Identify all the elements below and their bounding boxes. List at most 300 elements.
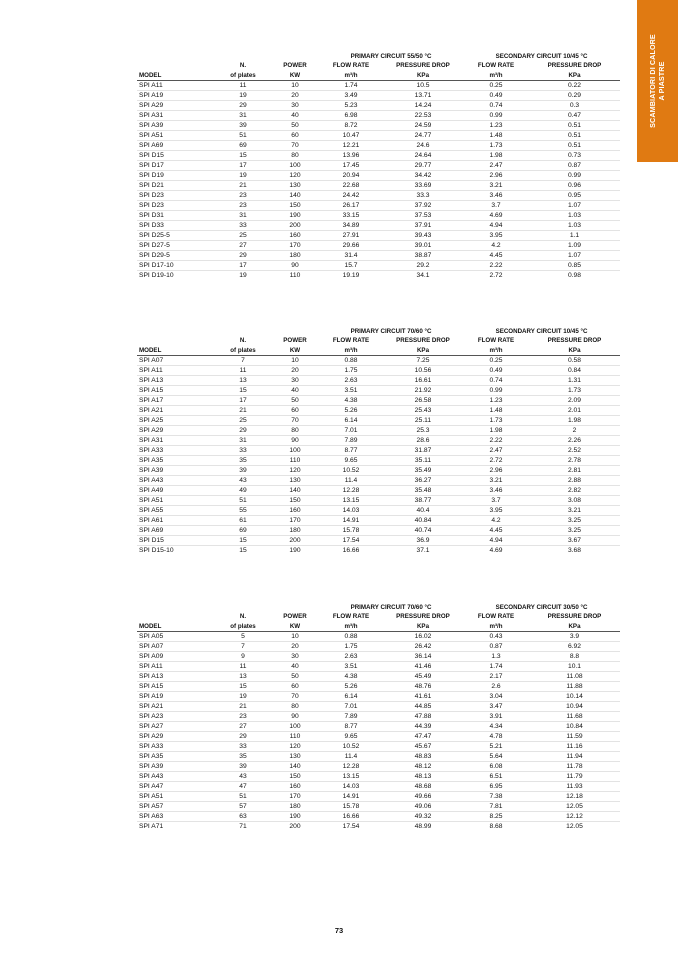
power-cell: 50	[271, 396, 319, 406]
power-cell: 80	[271, 151, 319, 161]
plates-cell: 11	[215, 662, 271, 672]
model-cell: SPI D23	[137, 191, 215, 201]
primary-flow-cell: 1.75	[319, 642, 383, 652]
secondary-flow-cell: 0.43	[463, 632, 529, 642]
table-row	[137, 171, 620, 181]
plates-cell: 21	[215, 406, 271, 416]
table-row	[137, 546, 620, 556]
primary-flow-cell: 4.38	[319, 672, 383, 682]
secondary-pressure-cell: 0.51	[529, 131, 620, 141]
primary-pressure-cell: 16.02	[383, 632, 463, 642]
primary-pressure-cell: 25.11	[383, 416, 463, 426]
secondary-flow-cell: 1.48	[463, 406, 529, 416]
primary-pressure-cell: 33.69	[383, 181, 463, 191]
plates-header-bottom: of plates	[215, 70, 271, 81]
primary-pressure-cell: 22.53	[383, 111, 463, 121]
primary-pressure-drop-header: PRESSURE DROP	[396, 613, 450, 621]
secondary-pressure-cell: 1.73	[529, 386, 620, 396]
table-row	[137, 812, 620, 822]
plates-cell: 61	[215, 516, 271, 526]
power-cell: 130	[271, 181, 319, 191]
primary-flow-cell: 27.91	[319, 231, 383, 241]
power-cell: 10	[271, 81, 319, 91]
secondary-pressure-cell: 3.67	[529, 536, 620, 546]
plates-cell: 29	[215, 251, 271, 261]
primary-flow-cell: 8.72	[319, 121, 383, 131]
model-cell: SPI A29	[137, 426, 215, 436]
table-row	[137, 356, 620, 366]
primary-flow-cell: 6.14	[319, 692, 383, 702]
plates-cell: 49	[215, 486, 271, 496]
secondary-pressure-cell: 0.87	[529, 161, 620, 171]
power-cell: 130	[271, 476, 319, 486]
header-spacer	[137, 326, 215, 336]
secondary-pressure-cell: 0.85	[529, 261, 620, 271]
primary-flow-cell: 0.88	[319, 632, 383, 642]
model-cell: SPI A29	[137, 732, 215, 742]
plates-cell: 33	[215, 446, 271, 456]
table-row	[137, 201, 620, 211]
table-row	[137, 782, 620, 792]
plates-header-top: N.	[239, 62, 247, 70]
secondary-pressure-cell: 2.01	[529, 406, 620, 416]
table-row	[137, 476, 620, 486]
model-cell: SPI A17	[137, 396, 215, 406]
model-cell: SPI A15	[137, 386, 215, 396]
plates-cell: 51	[215, 792, 271, 802]
secondary-pressure-cell: 2.26	[529, 436, 620, 446]
plates-cell: 19	[215, 171, 271, 181]
secondary-flow-unit: m³/h	[463, 70, 529, 81]
secondary-flow-cell: 1.74	[463, 662, 529, 672]
plates-cell: 29	[215, 101, 271, 111]
secondary-flow-cell: 2.22	[463, 436, 529, 446]
secondary-pressure-unit: KPa	[529, 70, 620, 81]
model-cell: SPI D31	[137, 211, 215, 221]
plates-cell: 23	[215, 712, 271, 722]
model-cell: SPI D15-10	[139, 546, 174, 554]
plates-cell: 63	[215, 812, 271, 822]
secondary-pressure-cell: 0.96	[529, 181, 620, 191]
primary-pressure-cell: 37.1	[416, 546, 430, 554]
power-cell: 60	[271, 682, 319, 692]
primary-pressure-cell: 24.64	[383, 151, 463, 161]
power-cell: 200	[271, 536, 319, 546]
power-cell: 200	[289, 822, 301, 830]
secondary-pressure-cell: 1.07	[529, 251, 620, 261]
model-cell: SPI A31	[137, 111, 215, 121]
header-spacer	[271, 326, 319, 336]
primary-pressure-drop-header: PRESSURE DROP	[396, 337, 450, 345]
power-cell: 110	[289, 271, 301, 279]
model-cell: SPI A23	[137, 712, 215, 722]
primary-pressure-cell: 40.84	[383, 516, 463, 526]
primary-flow-cell: 17.54	[319, 536, 383, 546]
primary-flow-cell: 13.96	[319, 151, 383, 161]
model-cell: SPI A43	[137, 476, 215, 486]
primary-pressure-cell: 37.53	[383, 211, 463, 221]
secondary-flow-cell: 2.47	[463, 446, 529, 456]
power-cell: 80	[271, 426, 319, 436]
plates-cell: 17	[215, 396, 271, 406]
data-table-3	[137, 602, 620, 831]
secondary-flow-cell: 4.78	[463, 732, 529, 742]
table-row	[137, 632, 620, 642]
secondary-flow-cell: 4.2	[463, 516, 529, 526]
primary-pressure-cell: 24.6	[383, 141, 463, 151]
primary-pressure-cell: 47.47	[383, 732, 463, 742]
table-row	[137, 151, 620, 161]
primary-pressure-cell: 10.56	[383, 366, 463, 376]
primary-flow-cell: 29.66	[319, 241, 383, 251]
plates-cell: 7	[215, 642, 271, 652]
primary-flow-cell: 12.28	[319, 762, 383, 772]
primary-pressure-cell: 31.87	[383, 446, 463, 456]
secondary-pressure-cell: 12.18	[529, 792, 620, 802]
power-cell: 150	[271, 772, 319, 782]
primary-flow-cell: 26.17	[319, 201, 383, 211]
primary-flow-unit: m³/h	[319, 621, 383, 632]
secondary-pressure-cell: 10.84	[529, 722, 620, 732]
plates-cell: 19	[215, 91, 271, 101]
secondary-flow-cell: 0.74	[463, 376, 529, 386]
model-cell: SPI A51	[137, 131, 215, 141]
primary-flow-cell: 7.01	[319, 702, 383, 712]
primary-pressure-cell: 26.58	[383, 396, 463, 406]
plates-cell: 39	[215, 466, 271, 476]
secondary-pressure-cell: 0.84	[529, 366, 620, 376]
power-cell: 190	[271, 812, 319, 822]
primary-pressure-cell: 28.6	[383, 436, 463, 446]
primary-pressure-cell: 48.99	[414, 822, 432, 830]
secondary-circuit-header: SECONDARY CIRCUIT 30/50 °C	[495, 604, 588, 612]
header-spacer	[215, 326, 271, 336]
primary-pressure-drop-header: PRESSURE DROP	[396, 62, 450, 70]
power-unit-header: KW	[271, 70, 319, 81]
plates-cell: 35	[215, 456, 271, 466]
table-row	[137, 211, 620, 221]
primary-pressure-cell: 37.91	[383, 221, 463, 231]
model-cell: SPI A71	[139, 822, 164, 830]
primary-flow-cell: 1.75	[319, 366, 383, 376]
plates-cell: 15	[215, 682, 271, 692]
model-cell: SPI A21	[137, 702, 215, 712]
secondary-pressure-cell: 0.95	[529, 191, 620, 201]
model-cell: SPI A39	[137, 121, 215, 131]
primary-pressure-cell: 14.24	[383, 101, 463, 111]
plates-cell: 19	[215, 692, 271, 702]
table-row	[137, 271, 620, 281]
plates-cell: 51	[215, 131, 271, 141]
primary-flow-cell: 5.23	[319, 101, 383, 111]
secondary-flow-cell: 2.22	[463, 261, 529, 271]
primary-flow-cell: 17.45	[319, 161, 383, 171]
plates-cell: 11	[215, 81, 271, 91]
primary-flow-cell: 3.49	[319, 91, 383, 101]
primary-pressure-cell: 36.14	[383, 652, 463, 662]
header-spacer	[137, 61, 215, 70]
secondary-flow-cell: 2.96	[463, 466, 529, 476]
secondary-flow-cell: 8.25	[463, 812, 529, 822]
primary-pressure-cell: 48.68	[383, 782, 463, 792]
power-cell: 160	[271, 782, 319, 792]
table-row	[137, 536, 620, 546]
table-row	[137, 662, 620, 672]
table-row	[137, 652, 620, 662]
primary-pressure-cell: 36.27	[383, 476, 463, 486]
secondary-pressure-cell: 11.78	[529, 762, 620, 772]
model-cell: SPI A25	[137, 416, 215, 426]
table-row	[137, 526, 620, 536]
primary-pressure-cell: 24.59	[383, 121, 463, 131]
secondary-pressure-cell: 2.52	[529, 446, 620, 456]
table-row	[137, 376, 620, 386]
model-cell: SPI A29	[137, 101, 215, 111]
power-cell: 90	[271, 436, 319, 446]
plates-header-bottom: of plates	[215, 345, 271, 356]
power-unit-header: KW	[271, 345, 319, 356]
secondary-pressure-cell: 8.8	[529, 652, 620, 662]
model-cell: SPI A69	[137, 141, 215, 151]
power-cell: 130	[271, 752, 319, 762]
header-spacer	[215, 602, 271, 612]
plates-cell: 21	[215, 702, 271, 712]
secondary-flow-cell: 3.47	[463, 702, 529, 712]
primary-pressure-cell: 45.49	[383, 672, 463, 682]
header-spacer	[137, 51, 215, 61]
plates-cell: 15	[215, 536, 271, 546]
secondary-pressure-cell: 0.51	[529, 141, 620, 151]
power-cell: 90	[271, 712, 319, 722]
secondary-pressure-cell: 3.68	[567, 546, 582, 554]
power-cell: 40	[271, 662, 319, 672]
secondary-flow-cell: 0.49	[463, 91, 529, 101]
secondary-pressure-cell: 12.05	[529, 802, 620, 812]
power-cell: 70	[271, 692, 319, 702]
table-row	[137, 702, 620, 712]
power-cell: 140	[271, 191, 319, 201]
header-spacer	[137, 602, 215, 612]
primary-flow-cell: 7.01	[319, 426, 383, 436]
table-row	[137, 732, 620, 742]
primary-pressure-cell: 49.06	[383, 802, 463, 812]
power-cell: 190	[271, 211, 319, 221]
model-cell: SPI A07	[137, 356, 215, 366]
power-cell: 10	[271, 632, 319, 642]
secondary-pressure-cell: 11.79	[529, 772, 620, 782]
secondary-pressure-cell: 1.98	[529, 416, 620, 426]
secondary-pressure-cell: 11.68	[529, 712, 620, 722]
primary-pressure-cell: 33.3	[383, 191, 463, 201]
primary-flow-rate-header: FLOW RATE	[332, 62, 370, 70]
primary-pressure-unit: KPa	[383, 621, 463, 632]
secondary-circuit-header: SECONDARY CIRCUIT 10/45 °C	[495, 53, 588, 61]
primary-flow-cell: 1.74	[319, 81, 383, 91]
header-spacer	[215, 51, 271, 61]
secondary-pressure-cell: 2.88	[529, 476, 620, 486]
primary-pressure-unit: KPa	[383, 70, 463, 81]
secondary-flow-cell: 1.23	[463, 396, 529, 406]
table-row	[137, 506, 620, 516]
primary-pressure-cell: 44.39	[383, 722, 463, 732]
primary-flow-cell: 31.4	[319, 251, 383, 261]
model-cell: SPI A49	[137, 486, 215, 496]
secondary-flow-cell: 0.25	[463, 81, 529, 91]
secondary-pressure-cell: 0.58	[529, 356, 620, 366]
plates-cell: 5	[215, 632, 271, 642]
model-cell: SPI D15	[137, 151, 215, 161]
secondary-pressure-unit: KPa	[529, 621, 620, 632]
secondary-pressure-cell: 1.1	[529, 231, 620, 241]
model-cell: SPI D17	[137, 161, 215, 171]
table-row	[137, 722, 620, 732]
table-row	[137, 516, 620, 526]
table-row	[137, 802, 620, 812]
secondary-flow-cell: 4.34	[463, 722, 529, 732]
primary-flow-cell: 11.4	[319, 752, 383, 762]
model-cell: SPI A15	[137, 682, 215, 692]
secondary-flow-cell: 2.72	[489, 271, 503, 279]
power-cell: 150	[271, 201, 319, 211]
model-cell: SPI D33	[137, 221, 215, 231]
power-cell: 100	[271, 161, 319, 171]
plates-cell: 39	[215, 121, 271, 131]
primary-pressure-cell: 16.61	[383, 376, 463, 386]
model-cell: SPI A35	[137, 752, 215, 762]
secondary-pressure-cell: 0.73	[529, 151, 620, 161]
secondary-flow-cell: 3.95	[463, 231, 529, 241]
model-cell: SPI D27-5	[137, 241, 215, 251]
primary-pressure-cell: 38.77	[383, 496, 463, 506]
plates-header-top: N.	[239, 337, 247, 345]
primary-pressure-cell: 29.77	[383, 161, 463, 171]
secondary-flow-cell: 0.25	[463, 356, 529, 366]
secondary-pressure-cell: 1.09	[529, 241, 620, 251]
primary-pressure-cell: 39.43	[383, 231, 463, 241]
plates-cell: 17	[215, 261, 271, 271]
secondary-flow-cell: 3.7	[463, 201, 529, 211]
primary-flow-cell: 15.78	[319, 802, 383, 812]
primary-flow-cell: 13.15	[319, 496, 383, 506]
table-row	[137, 396, 620, 406]
model-cell: SPI A39	[137, 466, 215, 476]
section-tab-line-2: A PIASTRE	[657, 61, 666, 101]
model-cell: SPI A39	[137, 762, 215, 772]
model-cell: SPI D29-5	[137, 251, 215, 261]
secondary-pressure-cell: 11.08	[529, 672, 620, 682]
secondary-flow-cell: 1.73	[463, 141, 529, 151]
plates-header-top: N.	[239, 613, 247, 621]
power-cell: 100	[271, 722, 319, 732]
primary-flow-cell: 16.66	[319, 812, 383, 822]
primary-flow-cell: 10.47	[319, 131, 383, 141]
primary-pressure-cell: 40.74	[383, 526, 463, 536]
primary-flow-cell: 7.89	[319, 436, 383, 446]
primary-pressure-cell: 13.71	[383, 91, 463, 101]
model-cell: SPI A51	[137, 496, 215, 506]
primary-flow-cell: 13.15	[319, 772, 383, 782]
primary-flow-cell: 15.78	[319, 526, 383, 536]
primary-flow-cell: 16.66	[342, 546, 360, 554]
plates-cell: 9	[215, 652, 271, 662]
power-cell: 60	[271, 406, 319, 416]
secondary-flow-unit: m³/h	[463, 621, 529, 632]
table-row	[137, 131, 620, 141]
model-cell: SPI A43	[137, 772, 215, 782]
primary-pressure-cell: 48.83	[383, 752, 463, 762]
secondary-flow-cell: 3.46	[463, 191, 529, 201]
table-row	[137, 231, 620, 241]
secondary-pressure-cell: 1.03	[529, 221, 620, 231]
primary-pressure-cell: 47.88	[383, 712, 463, 722]
power-cell: 170	[271, 241, 319, 251]
power-cell: 30	[271, 652, 319, 662]
primary-pressure-cell: 49.32	[383, 812, 463, 822]
secondary-pressure-cell: 10.94	[529, 702, 620, 712]
model-cell: SPI D19-10	[139, 271, 174, 279]
table-row	[137, 121, 620, 131]
primary-flow-cell: 11.4	[319, 476, 383, 486]
plates-cell: 55	[215, 506, 271, 516]
table-row	[137, 792, 620, 802]
secondary-flow-cell: 6.95	[463, 782, 529, 792]
secondary-flow-cell: 3.46	[463, 486, 529, 496]
primary-flow-cell: 15.7	[319, 261, 383, 271]
secondary-pressure-cell: 11.93	[529, 782, 620, 792]
primary-pressure-cell: 48.13	[383, 772, 463, 782]
plates-cell: 43	[215, 476, 271, 486]
secondary-flow-cell: 2.72	[463, 456, 529, 466]
plates-cell: 35	[215, 752, 271, 762]
power-cell: 40	[271, 386, 319, 396]
plates-cell: 29	[215, 732, 271, 742]
primary-flow-rate-header: FLOW RATE	[332, 337, 370, 345]
power-cell: 110	[271, 732, 319, 742]
table-row	[137, 692, 620, 702]
secondary-flow-cell: 8.68	[489, 822, 503, 830]
secondary-flow-cell: 4.2	[463, 241, 529, 251]
table-row	[137, 466, 620, 476]
primary-pressure-cell: 41.46	[383, 662, 463, 672]
power-cell: 160	[271, 231, 319, 241]
primary-flow-cell: 10.52	[319, 466, 383, 476]
power-cell: 200	[271, 221, 319, 231]
plates-cell: 57	[215, 802, 271, 812]
plates-cell: 13	[215, 672, 271, 682]
table-row	[137, 141, 620, 151]
plates-cell: 39	[215, 762, 271, 772]
plates-cell: 33	[215, 742, 271, 752]
secondary-flow-cell: 1.98	[463, 151, 529, 161]
primary-flow-cell: 10.52	[319, 742, 383, 752]
model-cell: SPI D19	[137, 171, 215, 181]
secondary-pressure-cell: 0.98	[567, 271, 582, 279]
secondary-flow-cell: 5.64	[463, 752, 529, 762]
secondary-flow-cell: 3.04	[463, 692, 529, 702]
model-cell: SPI A05	[137, 632, 215, 642]
table-row	[137, 672, 620, 682]
model-cell: SPI D17-10	[137, 261, 215, 271]
plates-header-bottom: of plates	[215, 621, 271, 632]
plates-cell: 27	[215, 241, 271, 251]
power-cell: 170	[271, 792, 319, 802]
table-row	[137, 752, 620, 762]
secondary-flow-unit: m³/h	[463, 345, 529, 356]
secondary-flow-cell: 3.91	[463, 712, 529, 722]
plates-cell: 13	[215, 376, 271, 386]
power-cell: 40	[271, 111, 319, 121]
primary-flow-cell: 14.91	[319, 516, 383, 526]
